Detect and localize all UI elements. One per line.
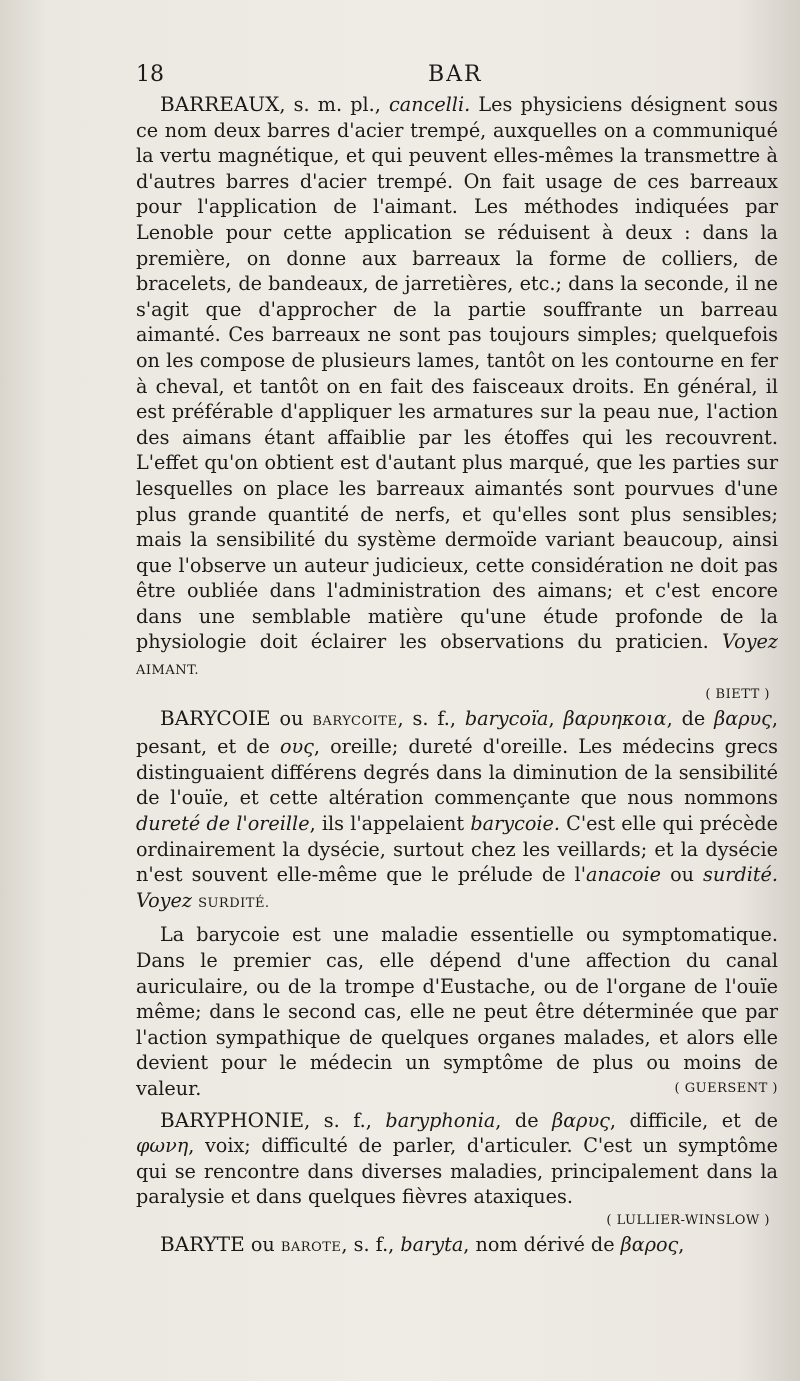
greek-term: ους	[279, 735, 314, 759]
greek-term: βαρυηκοια	[563, 706, 667, 730]
latin-term: barycoïa	[464, 706, 549, 730]
connector: ou	[244, 1232, 281, 1256]
dictionary-body	[136, 92, 778, 1261]
connector: , de	[666, 706, 715, 730]
grammar-note: , s. f.,	[397, 706, 465, 730]
entry-text: C'est elle qui précède ordinairement la dysécie, surtout chez les veillards; et la dysécie n'est souvent elle-même que le prélude de l'	[136, 812, 779, 887]
entry-baryte	[136, 1232, 778, 1261]
entry-text: , nom dérivé de	[463, 1232, 621, 1256]
latin-term: baryta	[400, 1232, 464, 1256]
entry-text: , ils l'appelaient	[309, 812, 471, 836]
cross-reference: AIMANT.	[136, 663, 199, 679]
entry-text: , pesant, et de	[136, 706, 779, 759]
italic-term: anacoie	[585, 863, 662, 887]
entry-text: , voix; difficulté de parler, d'articuler. C'est un symptôme qui se rencontre dans diverses maladies, principalement dans la paralysie et dans quelques fièvres ataxiques.	[136, 1134, 778, 1209]
entry-text: , oreille; dureté d'oreille. Les médecins grecs distinguaient différens degrés dans la diminution de la sensibilité de l'ouïe, et cette altération commençante que nous nommons	[136, 735, 778, 810]
headword: BARREAUX	[160, 92, 280, 116]
page-number: 18	[136, 62, 164, 87]
greek-term: βαρυς	[714, 706, 772, 730]
connector: ou	[270, 706, 313, 730]
page-header	[136, 62, 776, 92]
cross-reference: SURDITÉ.	[198, 895, 270, 911]
entry-baryphonie	[136, 1108, 778, 1210]
grammar-note: , s. f.,	[304, 1108, 386, 1132]
italic-term: surdité.	[703, 863, 778, 887]
headword: BARYPHONIE	[160, 1107, 305, 1132]
italic-term: barycoie.	[470, 812, 560, 836]
entry-barycoie-paragraph-2	[136, 922, 778, 1101]
headword: BARYTE	[160, 1231, 245, 1256]
latin-term: cancelli.	[389, 93, 471, 116]
entry-text: La barycoie est une maladie essentielle ou symptomatique. Dans le premier cas, elle dépend d'une affection du canal auriculaire, ou de la trompe d'Eustache, ou de l'organe de l'ouïe même; dans le second cas, elle ne peut être déterminée que par l'action sympathique de quelques organes malades, et alors elle devient pour le médecin un symptôme de plus ou moins de valeur.	[136, 923, 778, 1100]
italic-term: dureté de l'oreille	[136, 812, 310, 836]
entry-barreaux	[136, 92, 778, 684]
connector: , de	[495, 1108, 553, 1132]
entry-text: Les physiciens désignent sous ce nom deux barres d'acier trempé, auxquelles on a communiqué la vertu magnétique, et qui peuvent elles-mêmes la transmettre à d'autres barres d'acier trempé. On fait usage de ces barreaux pour l'application de l'aimant. Les méthodes indiquées par Lenoble pour cette application se réduisent à deux : dans la première, on donne aux barreaux la forme de colliers, de bracelets, de bandeaux, de jarretières, etc.; dans la seconde, il ne s'agit que d'approcher de la partie souffrante un barreau aimanté. Ces barreaux ne sont pas toujours simples; quelquefois on les compose de plusieurs lames, tantôt on les contourne en fer à cheval, et tantôt on en fait des faisceaux droits. En général, il est préférable d'appliquer les armatures sur la peau nue, l'action des aimans étant affaiblie par les étoffes qui les recouvrent. L'effet qu'on obtient est d'autant plus marqué, que les parties sur lesquelles on place les barreaux aimantés sont pourvues d'une plus grande quantité de nerfs, et qu'elles sont plus sensibles; mais la sensibilité du système dermoïde variant beaucoup, ainsi que l'observe un auteur judicieux, cette considération ne doit pas être oubliée dans l'administration des aimans; et c'est encore dans une semblable matière qu'une étude profonde de la physiologie doit éclairer les observations du praticien.	[136, 93, 778, 654]
author-attribution: ( BIETT )	[705, 686, 770, 702]
alt-headword: BAROTE	[280, 1239, 342, 1255]
connector: ou	[661, 863, 704, 887]
see-also-label: Voyez	[136, 888, 192, 912]
greek-term: βαρυς	[552, 1108, 610, 1132]
entry-text: , difficile, et de	[609, 1108, 778, 1132]
headword: BARYCOIE	[160, 705, 271, 730]
greek-term: βαρος	[620, 1232, 679, 1256]
running-head: BAR	[428, 62, 483, 87]
entry-text: ,	[678, 1232, 685, 1256]
grammar-note: , s. m. pl.,	[279, 93, 390, 116]
alt-headword: BARYCOITE	[312, 713, 398, 729]
latin-term: baryphonia	[385, 1108, 496, 1132]
grammar-note: , s. f.,	[341, 1232, 401, 1256]
entry-barycoie: BARYCOIE ou BARYCOITE, s. f., barycoïa, βαρυηκοια, de βαρυς, pesant, et de ους, oreille; dureté d'oreille. Les médecins grecs distinguaient différens degrés dans la diminution de la sensibilité de l'ouïe, et cette altération commençante que nous nommons dureté de l'oreille, ils l'appelaient barycoie. C'est elle qui précède ordinairement la dysécie, surtout chez les veillards; et la dysécie n'est souvent elle-même que le prélude de l'anacoie ou surdité. Voyez SURDITÉ.	[136, 705, 779, 912]
greek-term: φωνη	[136, 1134, 189, 1158]
author-attribution: ( LULLIER-WINSLOW )	[606, 1212, 770, 1228]
author-attribution: ( GUERSENT )	[674, 1080, 778, 1096]
see-also-label: Voyez	[722, 630, 778, 654]
